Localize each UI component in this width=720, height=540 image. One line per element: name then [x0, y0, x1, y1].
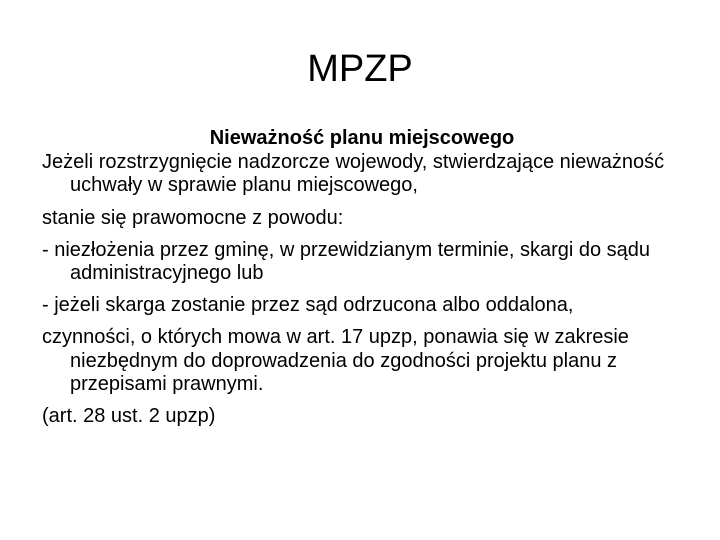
citation: (art. 28 ust. 2 upzp): [42, 405, 216, 428]
paragraph-5: czynności, o których mowa w art. 17 upzp, ponawia się w zakresie niezbędnym do doprowadzenia do zgodności projektu planu z przepisami prawnymi.: [42, 326, 629, 395]
slide-body: [42, 127, 682, 428]
slide-subtitle: Nieważność planu miejscowego: [209, 127, 515, 149]
paragraph-4: - jeżeli skarga zostanie przez sąd odrzucona albo oddalona,: [42, 294, 574, 317]
paragraph-2: stanie się prawomocne z powodu:: [42, 206, 344, 229]
paragraph-1: Jeżeli rozstrzygnięcie nadzorcze wojewody, stwierdzające nieważność uchwały w sprawie planu miejscowego,: [42, 151, 665, 197]
slide-title: MPZP: [307, 48, 413, 90]
paragraph-3: - niezłożenia przez gminę, w przewidzianym terminie, skargi do sądu administracyjnego lub: [42, 238, 651, 285]
